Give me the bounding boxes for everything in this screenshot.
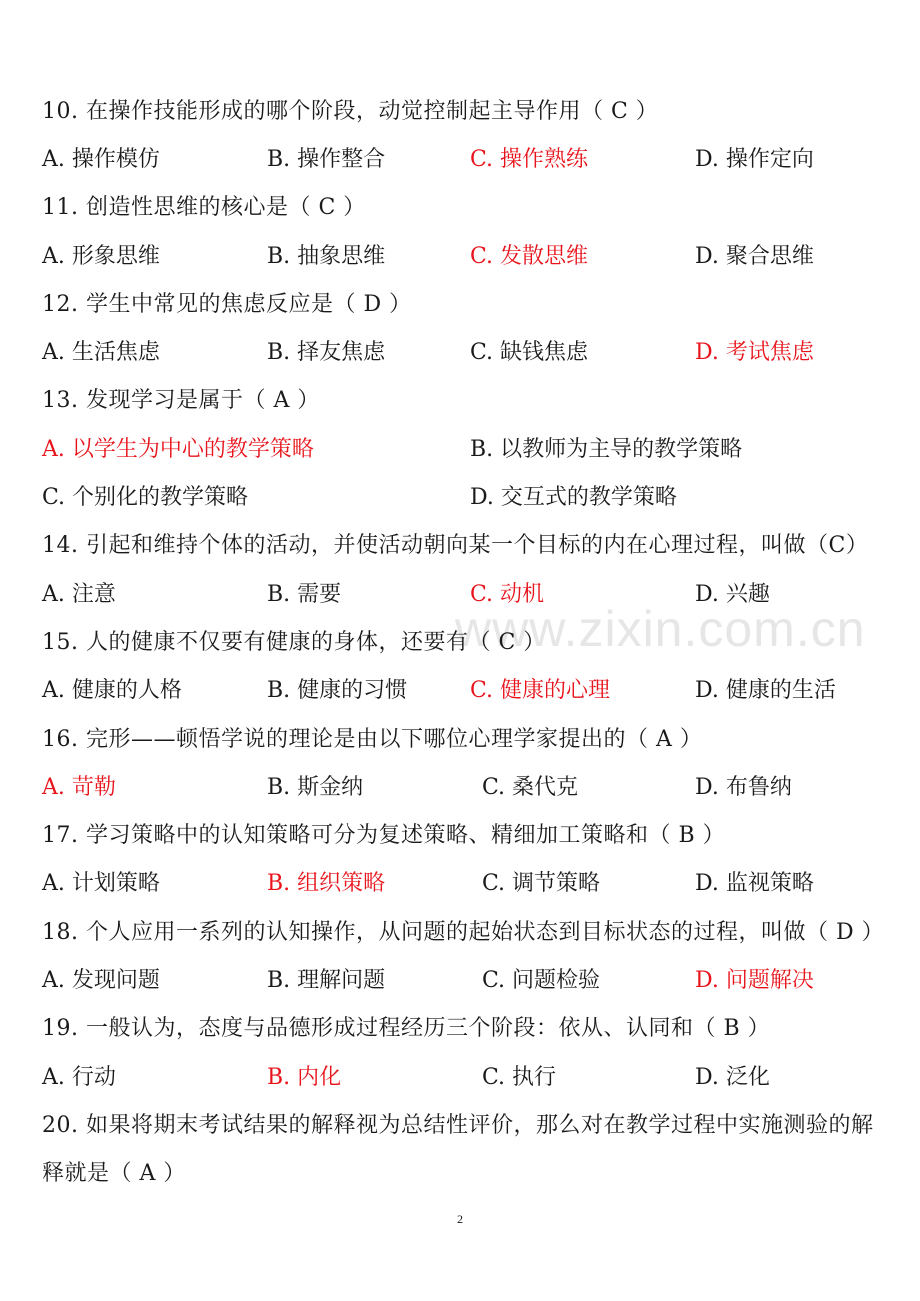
option-d: D. 交互式的教学策略 [470, 485, 677, 510]
question-15-stem: 15. 人的健康不仅要有健康的身体，还要有（ C ） [42, 630, 546, 655]
question-19-stem: 19. 一般认为，态度与品德形成过程经历三个阶段：依从、认同和（ B ） [42, 1016, 771, 1041]
option-b: B. 以教师为主导的教学策略 [470, 437, 743, 462]
question-14-stem: 14. 引起和维持个体的活动，并使活动朝向某一个目标的内在心理过程，叫做（C） [42, 533, 869, 558]
option-b: B. 需要 [267, 582, 342, 607]
option-b: B. 抽象思维 [267, 244, 386, 269]
option-d: D. 聚合思维 [695, 244, 814, 269]
option-d: D. 兴趣 [695, 582, 770, 607]
option-b-answer: B. 内化 [267, 1065, 342, 1090]
option-c: C. 调节策略 [482, 871, 601, 896]
page-number: 2 [457, 1212, 463, 1226]
option-c: C. 执行 [482, 1065, 557, 1090]
option-a: A. 生活焦虑 [42, 340, 160, 365]
option-c: C. 个别化的教学策略 [42, 485, 249, 510]
option-c-answer: C. 健康的心理 [470, 678, 611, 703]
option-a-answer: A. 苛勒 [42, 775, 116, 800]
option-a: A. 发现问题 [42, 968, 160, 993]
question-13-stem: 13. 发现学习是属于（ A ） [42, 388, 320, 413]
question-12-stem: 12. 学生中常见的焦虑反应是（ D ） [42, 292, 412, 317]
option-d-answer: D. 问题解决 [695, 968, 814, 993]
option-d: D. 操作定向 [695, 147, 814, 172]
option-b: B. 健康的习惯 [267, 678, 408, 703]
question-18-stem: 18. 个人应用一系列的认知操作，从问题的起始状态到目标状态的过程，叫做（ D ） [42, 920, 885, 945]
option-a: A. 计划策略 [42, 871, 160, 896]
option-a: A. 注意 [42, 582, 116, 607]
option-c-answer: C. 动机 [470, 582, 545, 607]
option-d: D. 布鲁纳 [695, 775, 792, 800]
option-d: D. 监视策略 [695, 871, 814, 896]
option-d: D. 健康的生活 [695, 678, 836, 703]
option-d-answer: D. 考试焦虑 [695, 340, 814, 365]
option-a: A. 行动 [42, 1065, 116, 1090]
question-11-stem: 11. 创造性思维的核心是（ C ） [42, 195, 366, 220]
question-20-stem-line2: 释就是（ A ） [42, 1161, 186, 1186]
option-a-answer: A. 以学生为中心的教学策略 [42, 437, 314, 462]
option-c: C. 问题检验 [482, 968, 601, 993]
option-c: C. 缺钱焦虑 [470, 340, 589, 365]
option-c: C. 桑代克 [482, 775, 579, 800]
option-b: B. 理解问题 [267, 968, 386, 993]
question-10-stem: 10. 在操作技能形成的哪个阶段，动觉控制起主导作用（ C ） [42, 99, 659, 124]
option-b: B. 操作整合 [267, 147, 386, 172]
question-17-stem: 17. 学习策略中的认知策略可分为复述策略、精细加工策略和（ B ） [42, 823, 726, 848]
option-a: A. 健康的人格 [42, 678, 182, 703]
question-16-stem: 16. 完形——顿悟学说的理论是由以下哪位心理学家提出的（ A ） [42, 727, 703, 752]
option-b: B. 斯金纳 [267, 775, 364, 800]
option-c-answer: C. 操作熟练 [470, 147, 589, 172]
question-20-stem-line1: 20. 如果将期末考试结果的解释视为总结性评价，那么对在教学过程中实施测验的解 [42, 1113, 874, 1138]
option-a: A. 形象思维 [42, 244, 160, 269]
option-d: D. 泛化 [695, 1065, 770, 1090]
option-b-answer: B. 组织策略 [267, 871, 386, 896]
option-a: A. 操作模仿 [42, 147, 160, 172]
option-c-answer: C. 发散思维 [470, 244, 589, 269]
watermark: www.zixin.com.cn [455, 601, 866, 657]
option-b: B. 择友焦虑 [267, 340, 386, 365]
